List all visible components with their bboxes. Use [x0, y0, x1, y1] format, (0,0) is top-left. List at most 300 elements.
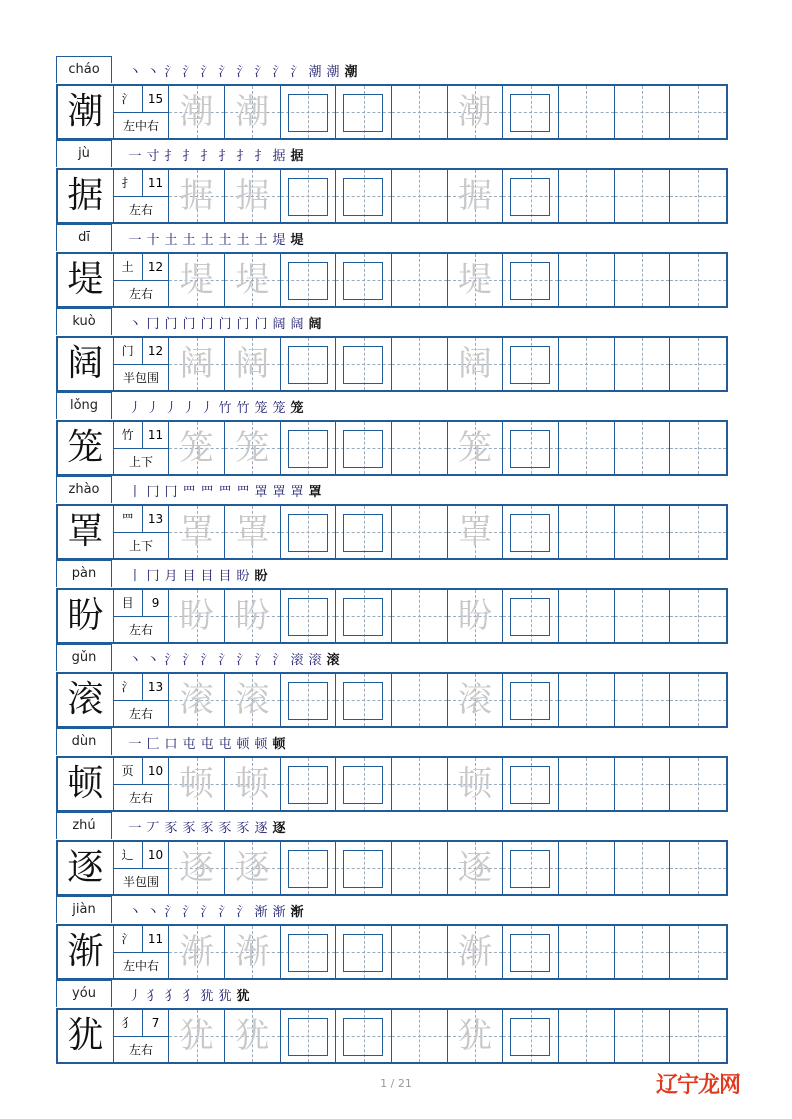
stroke-count: 11 [147, 428, 164, 442]
boxed-practice-cell [281, 590, 337, 642]
stroke-order-sequence [112, 476, 728, 504]
boxed-practice-cell [281, 86, 337, 138]
character-entry [56, 644, 728, 728]
stroke-step: 氵 [290, 64, 304, 80]
stroke-step: 目 [218, 568, 232, 584]
stroke-step: 竹 [218, 400, 232, 416]
stroke-step: 罒 [236, 484, 250, 500]
radical: 土 [114, 254, 143, 280]
structure-type: 左中右 [123, 119, 160, 133]
stroke-step: 据 [272, 148, 286, 164]
guide-line-vertical [586, 674, 587, 726]
stroke-count: 11 [147, 932, 164, 946]
boxed-practice-cell [503, 86, 559, 138]
guide-line-vertical [586, 926, 587, 978]
stroke-step: 土 [236, 232, 250, 248]
pinyin-label: gǔn [56, 644, 112, 671]
stroke-order-sequence [112, 56, 728, 84]
stroke-step: 扌 [236, 148, 250, 164]
trace-character: 盼 [458, 596, 493, 636]
boxed-practice-cell [281, 842, 337, 894]
stroke-step: 丨 [128, 484, 142, 500]
writing-box [510, 598, 550, 636]
boxed-practice-cell [336, 674, 392, 726]
trace-character: 滚 [458, 680, 493, 720]
stroke-step: 门 [200, 316, 214, 332]
practice-cell [615, 254, 671, 306]
stroke-step: 丶 [128, 64, 142, 80]
writing-box [510, 766, 550, 804]
stroke-step: 氵 [164, 652, 178, 668]
stroke-count: 9 [151, 596, 160, 610]
trace-cell [169, 758, 225, 810]
entry-header [56, 56, 728, 84]
pinyin-label: yóu [56, 980, 112, 1007]
trace-character: 渐 [235, 932, 270, 972]
practice-cell [615, 338, 671, 390]
character-entry [56, 140, 728, 224]
stroke-step: 冂 [146, 484, 160, 500]
radical: 门 [114, 338, 143, 364]
model-character: 潮 [58, 86, 114, 138]
trace-cell [169, 422, 225, 474]
entry-header [56, 644, 728, 672]
boxed-practice-cell [281, 170, 337, 222]
guide-line-vertical [419, 1010, 420, 1062]
trace-character: 逐 [179, 848, 214, 888]
guide-line-vertical [586, 254, 587, 306]
model-character: 阔 [58, 338, 114, 390]
stroke-step: 滚 [308, 652, 322, 668]
boxed-practice-cell [503, 506, 559, 558]
stroke-step: 渐 [290, 904, 304, 920]
writing-box [510, 94, 550, 132]
guide-line-vertical [419, 506, 420, 558]
guide-line-vertical [698, 590, 699, 642]
stroke-step: 屯 [182, 736, 196, 752]
guide-line-vertical [642, 254, 643, 306]
writing-box [343, 934, 383, 972]
trace-cell [448, 170, 504, 222]
practice-cell [559, 926, 615, 978]
worksheet [56, 56, 728, 1064]
guide-line-vertical [642, 422, 643, 474]
entry-header [56, 980, 728, 1008]
character-entry [56, 896, 728, 980]
trace-character: 渐 [179, 932, 214, 972]
stroke-step: 罒 [200, 484, 214, 500]
guide-line-vertical [698, 842, 699, 894]
practice-cell [392, 506, 448, 558]
trace-character: 犹 [179, 1016, 214, 1056]
stroke-step: 逐 [272, 820, 286, 836]
pinyin-label: pàn [56, 560, 112, 587]
model-character: 顿 [58, 758, 114, 810]
stroke-count: 12 [147, 260, 164, 274]
stroke-step: 屯 [218, 736, 232, 752]
practice-cell [670, 842, 726, 894]
practice-row [56, 1008, 728, 1064]
radical: 氵 [114, 86, 143, 112]
practice-cell [615, 842, 671, 894]
radical-count-row [114, 86, 169, 113]
stroke-step: 门 [218, 316, 232, 332]
boxed-practice-cell [336, 1010, 392, 1062]
radical-count-row [114, 674, 169, 701]
writing-box [288, 598, 328, 636]
trace-cell [225, 1010, 281, 1062]
practice-cell [392, 590, 448, 642]
trace-character: 阔 [179, 344, 214, 384]
practice-cell [615, 422, 671, 474]
practice-row [56, 336, 728, 392]
stroke-step: 月 [164, 568, 178, 584]
stroke-step: 氵 [236, 652, 250, 668]
stroke-step: 氵 [200, 64, 214, 80]
boxed-practice-cell [503, 758, 559, 810]
radical: 页 [114, 758, 143, 784]
practice-row [56, 504, 728, 560]
entry-header [56, 560, 728, 588]
guide-line-vertical [419, 170, 420, 222]
model-character: 滚 [58, 674, 114, 726]
stroke-step: 丶 [128, 652, 142, 668]
stroke-step: 门 [182, 316, 196, 332]
stroke-step: 门 [164, 316, 178, 332]
trace-cell [225, 842, 281, 894]
character-info [114, 842, 170, 894]
guide-line-vertical [698, 674, 699, 726]
stroke-order-sequence [112, 812, 728, 840]
writing-box [343, 514, 383, 552]
radical-count-row [114, 842, 169, 869]
stroke-step: 渐 [272, 904, 286, 920]
stroke-step: 丶 [146, 652, 160, 668]
stroke-step: 竹 [236, 400, 250, 416]
character-entry [56, 392, 728, 476]
guide-line-vertical [698, 1010, 699, 1062]
boxed-practice-cell [503, 170, 559, 222]
guide-line-vertical [642, 338, 643, 390]
stroke-order-sequence [112, 224, 728, 252]
stroke-step: 犭 [182, 988, 196, 1004]
writing-box [510, 178, 550, 216]
stroke-step: 氵 [254, 652, 268, 668]
trace-character: 据 [235, 176, 270, 216]
stroke-step: 门 [254, 316, 268, 332]
trace-character: 据 [458, 176, 493, 216]
trace-character: 顿 [235, 764, 270, 804]
practice-cell [559, 842, 615, 894]
radical-count-row [114, 170, 169, 197]
guide-line-vertical [419, 254, 420, 306]
trace-character: 潮 [458, 92, 493, 132]
stroke-step: 扌 [200, 148, 214, 164]
stroke-step: 丶 [146, 64, 160, 80]
trace-cell [448, 254, 504, 306]
stroke-step: 十 [146, 232, 160, 248]
stroke-step: 豕 [236, 820, 250, 836]
trace-character: 滚 [179, 680, 214, 720]
practice-cell [615, 674, 671, 726]
trace-cell [448, 590, 504, 642]
model-character: 据 [58, 170, 114, 222]
stroke-step: 目 [182, 568, 196, 584]
practice-row [56, 84, 728, 140]
boxed-practice-cell [503, 926, 559, 978]
trace-character: 顿 [458, 764, 493, 804]
entry-header [56, 476, 728, 504]
stroke-step: 丿 [128, 988, 142, 1004]
writing-box [343, 262, 383, 300]
practice-cell [559, 86, 615, 138]
practice-cell [392, 422, 448, 474]
writing-box [510, 682, 550, 720]
stroke-step: 滚 [326, 652, 340, 668]
stroke-step: 笼 [290, 400, 304, 416]
practice-row [56, 924, 728, 980]
stroke-step: 罩 [290, 484, 304, 500]
guide-line-vertical [698, 506, 699, 558]
practice-row [56, 168, 728, 224]
structure-type: 半包围 [123, 371, 160, 385]
boxed-practice-cell [281, 674, 337, 726]
stroke-step: 逐 [254, 820, 268, 836]
boxed-practice-cell [503, 842, 559, 894]
stroke-step: 屯 [200, 736, 214, 752]
stroke-step: 一 [128, 232, 142, 248]
writing-box [288, 346, 328, 384]
guide-line-vertical [419, 758, 420, 810]
stroke-step: 丨 [128, 568, 142, 584]
character-info [114, 422, 170, 474]
writing-box [343, 682, 383, 720]
stroke-count: 10 [147, 764, 164, 778]
writing-box [288, 94, 328, 132]
character-entry [56, 224, 728, 308]
trace-cell [448, 338, 504, 390]
writing-box [343, 430, 383, 468]
stroke-step: 顿 [254, 736, 268, 752]
radical-count-row [114, 338, 169, 365]
trace-cell [169, 170, 225, 222]
writing-box [288, 262, 328, 300]
stroke-order-sequence [112, 728, 728, 756]
stroke-step: 罩 [308, 484, 322, 500]
stroke-step: 潮 [344, 64, 358, 80]
trace-cell [448, 758, 504, 810]
guide-line-vertical [698, 338, 699, 390]
radical: 氵 [114, 926, 143, 952]
model-character: 堤 [58, 254, 114, 306]
writing-box [343, 94, 383, 132]
writing-box [288, 850, 328, 888]
stroke-order-sequence [112, 980, 728, 1008]
character-entry [56, 980, 728, 1064]
stroke-step: 氵 [182, 64, 196, 80]
writing-box [510, 1018, 550, 1056]
radical-count-row [114, 506, 169, 533]
trace-cell [225, 506, 281, 558]
stroke-count: 7 [151, 1016, 160, 1030]
stroke-step: 扌 [164, 148, 178, 164]
pinyin-label: dī [56, 224, 112, 251]
writing-box [343, 1018, 383, 1056]
trace-character: 堤 [235, 260, 270, 300]
radical: 氵 [114, 674, 143, 700]
boxed-practice-cell [336, 758, 392, 810]
practice-cell [559, 590, 615, 642]
stroke-step: 口 [164, 736, 178, 752]
stroke-step: 氵 [218, 904, 232, 920]
stroke-step: 阔 [272, 316, 286, 332]
trace-character: 盼 [179, 596, 214, 636]
stroke-step: 丿 [128, 400, 142, 416]
trace-cell [169, 590, 225, 642]
stroke-step: 罩 [254, 484, 268, 500]
stroke-count: 13 [147, 512, 164, 526]
boxed-practice-cell [336, 842, 392, 894]
practice-row [56, 672, 728, 728]
practice-cell [670, 590, 726, 642]
stroke-step: 氵 [254, 64, 268, 80]
stroke-step: 氵 [218, 652, 232, 668]
stroke-step: 犹 [236, 988, 250, 1004]
stroke-step: 氵 [164, 904, 178, 920]
stroke-step: 氵 [200, 652, 214, 668]
boxed-practice-cell [281, 758, 337, 810]
trace-character: 堤 [458, 260, 493, 300]
practice-cell [615, 86, 671, 138]
stroke-step: 目 [200, 568, 214, 584]
practice-cell [392, 842, 448, 894]
stroke-step: 堤 [272, 232, 286, 248]
stroke-step: 冂 [146, 316, 160, 332]
guide-line-vertical [586, 842, 587, 894]
stroke-step: 一 [128, 820, 142, 836]
practice-cell [615, 926, 671, 978]
trace-cell [169, 254, 225, 306]
stroke-step: 一 [128, 736, 142, 752]
trace-cell [448, 506, 504, 558]
guide-line-vertical [642, 926, 643, 978]
guide-line-vertical [586, 590, 587, 642]
character-info [114, 506, 170, 558]
stroke-step: 据 [290, 148, 304, 164]
boxed-practice-cell [336, 338, 392, 390]
character-entry [56, 560, 728, 644]
stroke-step: 犹 [218, 988, 232, 1004]
trace-character: 据 [179, 176, 214, 216]
boxed-practice-cell [281, 422, 337, 474]
stroke-step: 氵 [272, 652, 286, 668]
character-info [114, 758, 170, 810]
practice-cell [670, 674, 726, 726]
boxed-practice-cell [281, 506, 337, 558]
structure-type: 左右 [129, 287, 154, 301]
stroke-step: 氵 [218, 64, 232, 80]
stroke-order-sequence [112, 308, 728, 336]
guide-line-vertical [642, 506, 643, 558]
radical: 目 [114, 590, 143, 616]
radical-count-row [114, 758, 169, 785]
practice-cell [615, 1010, 671, 1062]
practice-cell [670, 506, 726, 558]
practice-cell [615, 170, 671, 222]
writing-box [343, 346, 383, 384]
trace-character: 笼 [235, 428, 270, 468]
practice-cell [670, 422, 726, 474]
structure-type: 左中右 [123, 959, 160, 973]
stroke-step: 氵 [182, 904, 196, 920]
trace-cell [169, 1010, 225, 1062]
stroke-step: 笼 [272, 400, 286, 416]
guide-line-vertical [586, 170, 587, 222]
radical: 扌 [114, 170, 143, 196]
guide-line-vertical [642, 170, 643, 222]
model-character: 罩 [58, 506, 114, 558]
stroke-step: 罒 [182, 484, 196, 500]
stroke-step: 潮 [326, 64, 340, 80]
stroke-step: 氵 [200, 904, 214, 920]
stroke-step: 罒 [218, 484, 232, 500]
practice-row [56, 756, 728, 812]
practice-cell [392, 1010, 448, 1062]
page-number: 1 / 21 [380, 1077, 412, 1090]
guide-line-vertical [642, 842, 643, 894]
radical: 犭 [114, 1010, 143, 1036]
trace-character: 笼 [458, 428, 493, 468]
structure-type: 左右 [129, 1043, 154, 1057]
boxed-practice-cell [281, 1010, 337, 1062]
boxed-practice-cell [503, 674, 559, 726]
practice-cell [670, 170, 726, 222]
stroke-step: 顿 [236, 736, 250, 752]
practice-row [56, 588, 728, 644]
writing-box [510, 346, 550, 384]
entry-header [56, 308, 728, 336]
stroke-step: 氵 [236, 64, 250, 80]
radical-count-row [114, 254, 169, 281]
writing-box [510, 430, 550, 468]
stroke-step: 匚 [146, 736, 160, 752]
trace-cell [225, 926, 281, 978]
trace-character: 逐 [235, 848, 270, 888]
pinyin-label: dùn [56, 728, 112, 755]
guide-line-vertical [642, 86, 643, 138]
stroke-step: 丶 [128, 904, 142, 920]
stroke-step: 盼 [254, 568, 268, 584]
watermark-logo: 辽宁龙网 [656, 1073, 741, 1098]
writing-box [288, 934, 328, 972]
stroke-step: 盼 [236, 568, 250, 584]
pinyin-label: kuò [56, 308, 112, 335]
guide-line-vertical [698, 254, 699, 306]
practice-row [56, 420, 728, 476]
model-character: 笼 [58, 422, 114, 474]
stroke-step: 渐 [254, 904, 268, 920]
trace-cell [169, 338, 225, 390]
trace-cell [225, 254, 281, 306]
trace-character: 顿 [179, 764, 214, 804]
trace-character: 渐 [458, 932, 493, 972]
model-character: 逐 [58, 842, 114, 894]
stroke-step: 豕 [218, 820, 232, 836]
pinyin-label: zhú [56, 812, 112, 839]
radical: 罒 [114, 506, 143, 532]
stroke-step: 扌 [218, 148, 232, 164]
guide-line-vertical [419, 926, 420, 978]
